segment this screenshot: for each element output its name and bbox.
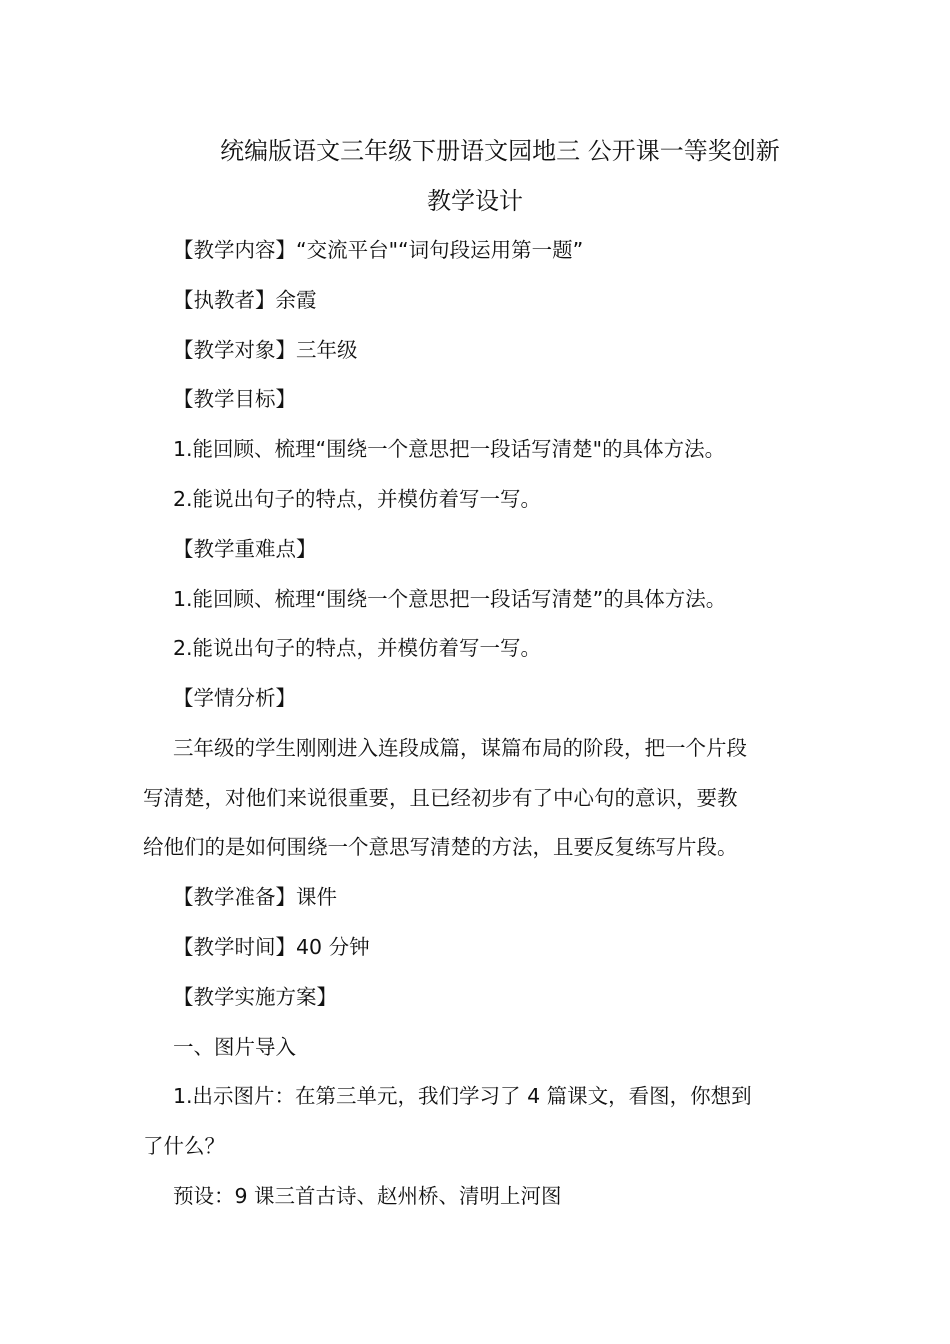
paragraph-preset: 预设：9 课三首古诗、赵州桥、清明上河图 xyxy=(173,1184,562,1208)
document-title-line-2: 教学设计 xyxy=(427,187,523,215)
step-1-line-2: 了什么？ xyxy=(143,1134,225,1158)
paragraph-teaching-time: 【教学时间】40 分钟 xyxy=(173,935,370,959)
paragraph-teacher: 【执教者】余霞 xyxy=(173,288,317,312)
step-1-line-1: 1.出示图片：在第三单元，我们学习了 4 篇课文，看图，你想到 xyxy=(173,1084,752,1108)
section-picture-intro: 一、图片导入 xyxy=(173,1035,296,1059)
heading-key-points: 【教学重难点】 xyxy=(173,537,317,561)
heading-implementation: 【教学实施方案】 xyxy=(173,985,337,1009)
key-point-item-2: 2.能说出句子的特点，并模仿着写一写。 xyxy=(173,636,542,660)
goal-item-2: 2.能说出句子的特点，并模仿着写一写。 xyxy=(173,487,542,511)
analysis-line-3: 给他们的是如何围绕一个意思写清楚的方法，且要反复练写片段。 xyxy=(143,835,738,859)
heading-student-analysis: 【学情分析】 xyxy=(173,686,296,710)
paragraph-preparation: 【教学准备】课件 xyxy=(173,885,337,909)
document-title-line-1: 统编版语文三年级下册语文园地三 公开课一等奖创新 xyxy=(220,137,780,165)
key-point-item-1: 1.能回顾、梳理“围绕一个意思把一段话写清楚”的具体方法。 xyxy=(173,587,727,611)
analysis-line-2: 写清楚，对他们来说很重要，且已经初步有了中心句的意识，要教 xyxy=(143,786,738,810)
paragraph-teaching-object: 【教学对象】三年级 xyxy=(173,338,358,362)
heading-teaching-goals: 【教学目标】 xyxy=(173,387,296,411)
paragraph-teaching-content: 【教学内容】“交流平台"“词句段运用第一题” xyxy=(173,238,584,262)
analysis-line-1: 三年级的学生刚刚进入连段成篇，谋篇布局的阶段，把一个片段 xyxy=(173,736,747,760)
goal-item-1: 1.能回顾、梳理“围绕一个意思把一段话写清楚"的具体方法。 xyxy=(173,437,726,461)
